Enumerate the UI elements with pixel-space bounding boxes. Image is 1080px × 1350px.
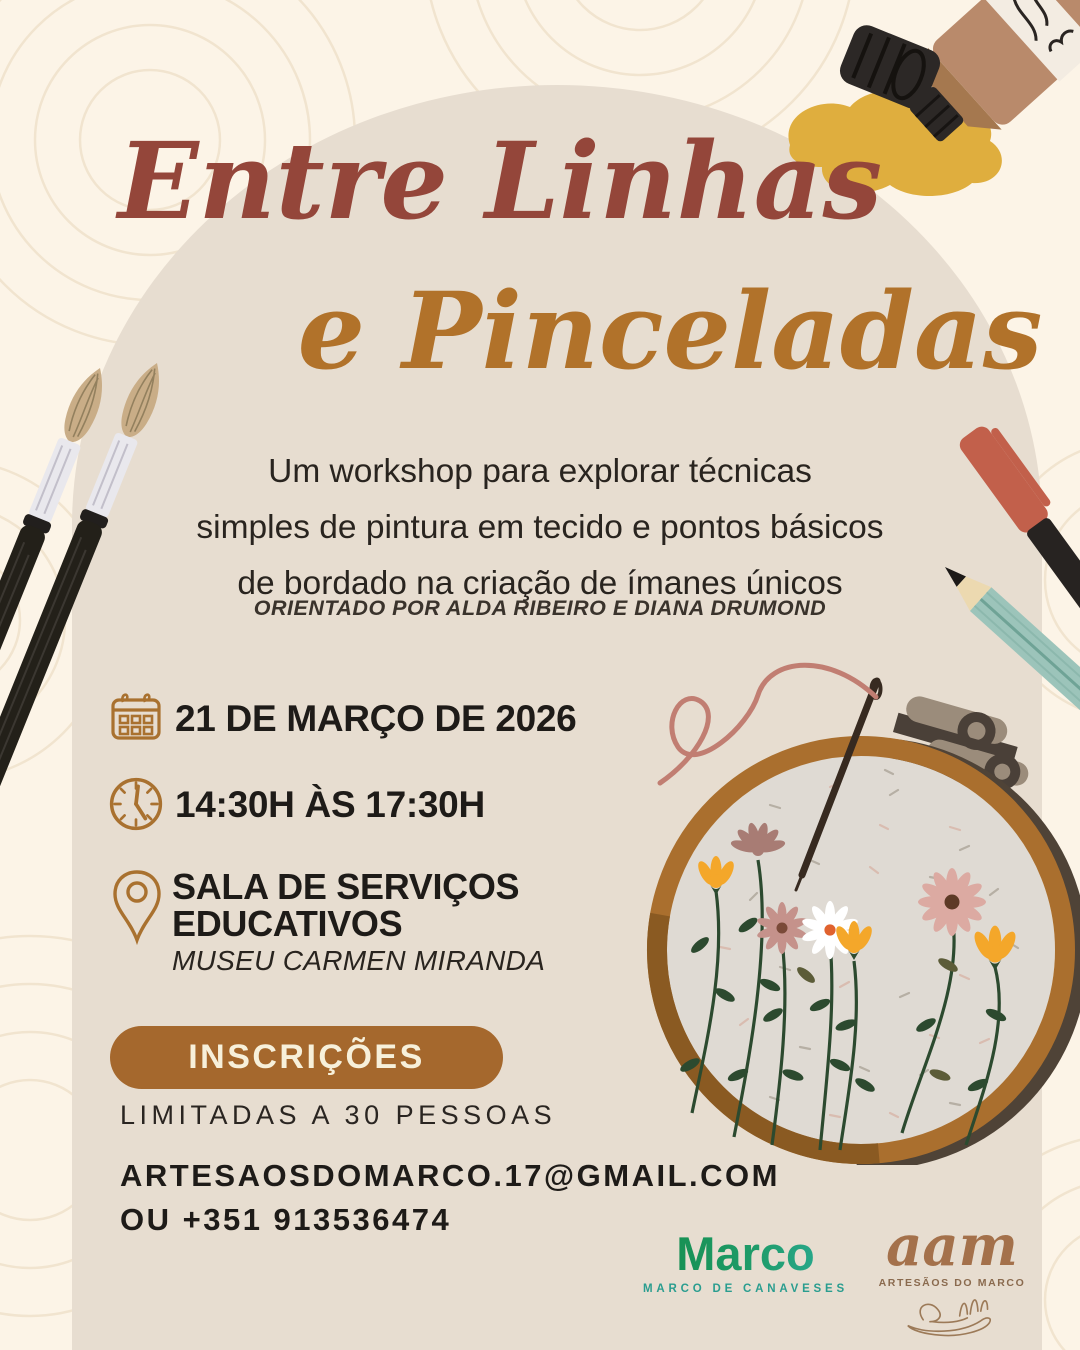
inscriptions-button[interactable]: [110, 1026, 503, 1089]
event-time: 14:30H ÀS 17:30H: [175, 784, 485, 825]
description-line: Um workshop para explorar técnicas: [268, 453, 812, 490]
aam-logo-subtitle: ARTESÃOS DO MARCO: [878, 1277, 1026, 1289]
hand-icon: [902, 1291, 1002, 1339]
registration-limit: LIMITADAS A 30 PESSOAS: [120, 1100, 557, 1130]
aam-logo-wordmark: aam: [886, 1213, 1018, 1279]
marco-logo-wordmark: Marco: [628, 1230, 863, 1277]
venue-name: MUSEU CARMEN MIRANDA: [172, 945, 546, 976]
contact-phone: OU +351 913536474: [120, 1202, 452, 1237]
marco-logo: [628, 1227, 863, 1295]
aam-logo: [872, 1213, 1032, 1344]
marco-logo-subtitle: MARCO DE CANAVESES: [643, 1283, 848, 1295]
poster-title-line1: Entre Linhas: [117, 118, 883, 243]
location-line2: EDUCATIVOS: [172, 903, 403, 944]
workshop-description: [90, 444, 990, 612]
event-location: [172, 868, 545, 977]
clock-icon: [108, 776, 164, 832]
description-line: simples de pintura em tecido e pontos básicos: [196, 509, 884, 546]
inscriptions-button-label: INSCRIÇÕES: [188, 1038, 425, 1076]
location-line1: SALA DE SERVIÇOS: [172, 866, 520, 907]
location-pin-icon: [112, 870, 162, 946]
contact-email: ARTESAOSDOMARCO.17@GMAIL.COM: [120, 1158, 780, 1193]
event-date: 21 DE MARÇO DE 2026: [175, 698, 577, 739]
facilitators-line: ORIENTADO POR ALDA RIBEIRO E DIANA DRUMOND: [253, 596, 827, 620]
poster-title-line2: e Pinceladas: [297, 268, 1043, 393]
calendar-icon: [110, 690, 162, 742]
description-line: de bordado na criação de ímanes únicos: [237, 565, 843, 602]
embroidery-hoop-illustration: [630, 645, 1080, 1165]
